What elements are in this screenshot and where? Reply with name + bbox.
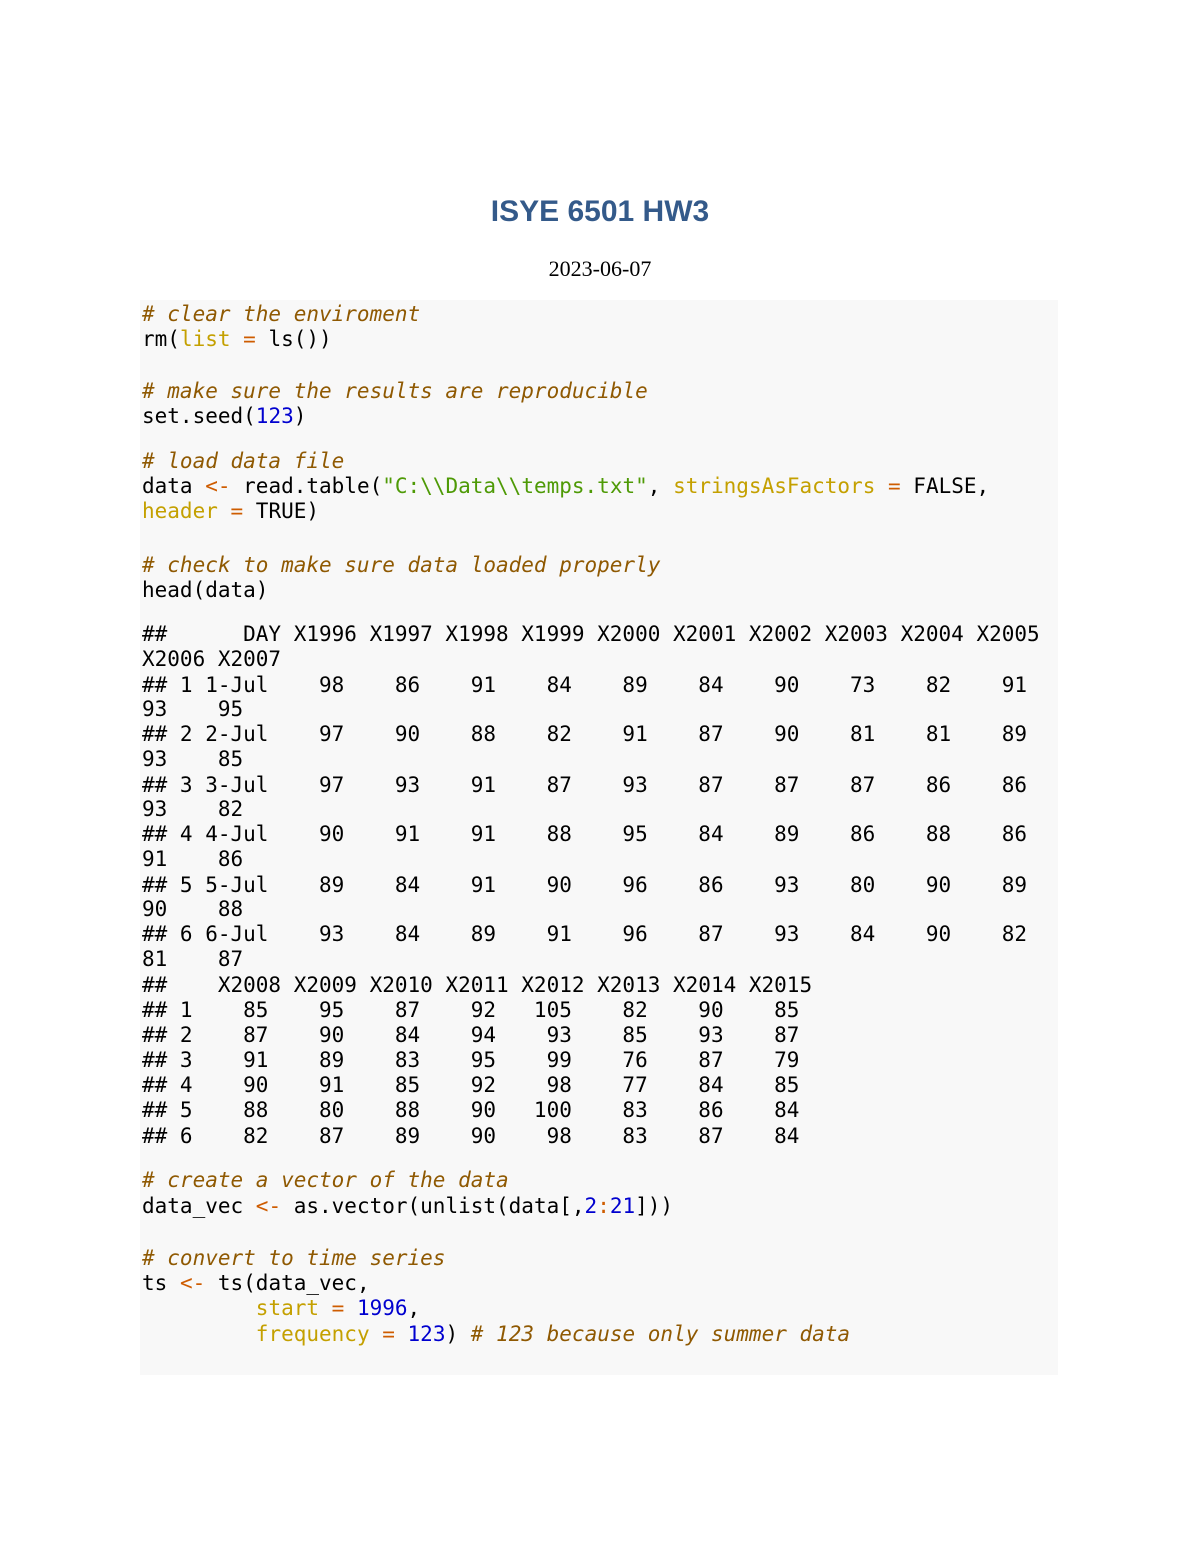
code-line — [142, 578, 268, 603]
code-line — [142, 379, 648, 404]
output-line: ## 5 5-Jul 89 84 91 90 96 86 93 80 90 89 — [142, 873, 1028, 897]
output-line: ## X2008 X2009 X2010 X2011 X2012 X2013 X2014 X2015 — [142, 973, 813, 997]
code-line — [142, 1168, 509, 1193]
code-punctuation: ) — [293, 404, 307, 428]
code-variable: ts — [142, 1271, 180, 1295]
code-operator: = — [369, 1322, 408, 1346]
code-function: ls()) — [268, 327, 332, 351]
code-function: set.seed( — [142, 404, 256, 428]
code-variable: data_vec — [142, 1194, 256, 1218]
code-function: rm( — [142, 327, 180, 351]
code-comment: # create a vector of the data — [142, 1168, 509, 1192]
code-function: read.table( — [230, 474, 383, 498]
code-punctuation: ) — [445, 1322, 459, 1346]
code-line — [142, 1322, 850, 1347]
output-line: 93 82 — [142, 797, 244, 821]
code-number: 123 — [255, 404, 294, 428]
code-operator: = — [217, 499, 256, 523]
code-line — [142, 327, 332, 352]
code-number: 2 — [584, 1194, 598, 1218]
code-line — [142, 1271, 370, 1296]
code-operator: <- — [205, 474, 231, 498]
code-line — [142, 553, 660, 578]
code-value: FALSE, — [913, 474, 990, 498]
code-operator: = — [875, 474, 914, 498]
code-string: Data — [445, 474, 497, 498]
code-argument: start — [255, 1296, 320, 1320]
code-operator: = — [230, 327, 269, 351]
code-line — [142, 449, 344, 474]
output-line: ## DAY X1996 X1997 X1998 X1999 X2000 X2001 X2002 X2003 X2004 X2005 — [142, 622, 1040, 646]
code-function: ts(data_vec, — [205, 1271, 370, 1295]
output-line: ## 6 6-Jul 93 84 89 91 96 87 93 84 90 82 — [142, 922, 1028, 946]
code-line — [142, 404, 306, 429]
code-number: 1996 — [356, 1296, 408, 1320]
code-argument: header — [142, 499, 218, 523]
code-argument: list — [179, 327, 231, 351]
output-line: ## 6 82 87 89 90 98 83 87 84 — [142, 1124, 800, 1148]
output-line: 93 95 — [142, 697, 244, 721]
output-line: X2006 X2007 — [142, 647, 282, 671]
code-comment: # load data file — [142, 449, 345, 473]
code-operator: <- — [179, 1271, 206, 1295]
code-line — [142, 1246, 445, 1271]
code-argument: stringsAsFactors — [673, 474, 876, 498]
code-comment: # clear the enviroment — [142, 302, 421, 326]
code-operator: : — [597, 1194, 610, 1218]
output-line: 81 87 — [142, 947, 244, 971]
output-line: ## 1 1-Jul 98 86 91 84 89 84 90 73 82 91 — [142, 673, 1028, 697]
code-punctuation: , — [407, 1296, 421, 1320]
code-line — [142, 302, 420, 327]
code-punctuation: ])) — [635, 1194, 674, 1218]
document-title: ISYE 6501 HW3 — [490, 195, 710, 228]
code-comment: # make sure the results are reproducible — [142, 379, 648, 403]
document-date: 2023-06-07 — [548, 256, 652, 281]
code-operator: <- — [255, 1194, 282, 1218]
code-number: 21 — [609, 1194, 636, 1218]
code-line — [142, 1194, 673, 1219]
output-line: ## 2 2-Jul 97 90 88 82 91 87 90 81 81 89 — [142, 722, 1028, 746]
output-line: ## 4 4-Jul 90 91 91 88 95 84 89 86 88 86 — [142, 822, 1028, 846]
code-string: "C:\\ — [382, 474, 446, 498]
code-argument: frequency — [255, 1322, 370, 1346]
output-line: ## 1 85 95 87 92 105 82 90 85 — [142, 998, 800, 1022]
code-comment: # convert to time series — [142, 1246, 446, 1270]
output-line: ## 3 91 89 83 95 99 76 87 79 — [142, 1048, 800, 1072]
code-variable: data — [142, 474, 206, 498]
code-string: \\ — [496, 474, 522, 498]
output-line: 90 88 — [142, 897, 244, 921]
code-line — [142, 474, 989, 499]
output-line: ## 3 3-Jul 97 93 91 87 93 87 87 87 86 86 — [142, 773, 1028, 797]
code-indent — [142, 1296, 256, 1320]
output-line: 93 85 — [142, 747, 244, 771]
output-line: ## 4 90 91 85 92 98 77 84 85 — [142, 1073, 800, 1097]
code-string: temps.txt" — [521, 474, 648, 498]
code-function: head(data) — [142, 578, 269, 602]
code-indent — [142, 1322, 256, 1346]
code-line — [142, 499, 319, 524]
output-line: ## 2 87 90 84 94 93 85 93 87 — [142, 1023, 800, 1047]
code-number: 123 — [407, 1322, 446, 1346]
code-function: as.vector(unlist(data[, — [281, 1194, 585, 1218]
code-punctuation: , — [647, 474, 674, 498]
output-line: 91 86 — [142, 847, 244, 871]
code-line — [142, 1296, 420, 1321]
code-comment: # 123 because only summer data — [470, 1322, 851, 1346]
code-operator: = — [319, 1296, 357, 1320]
output-line: ## 5 88 80 88 90 100 83 86 84 — [142, 1098, 800, 1122]
code-comment: # check to make sure data loaded properly — [142, 553, 661, 577]
code-value: TRUE) — [255, 499, 320, 523]
